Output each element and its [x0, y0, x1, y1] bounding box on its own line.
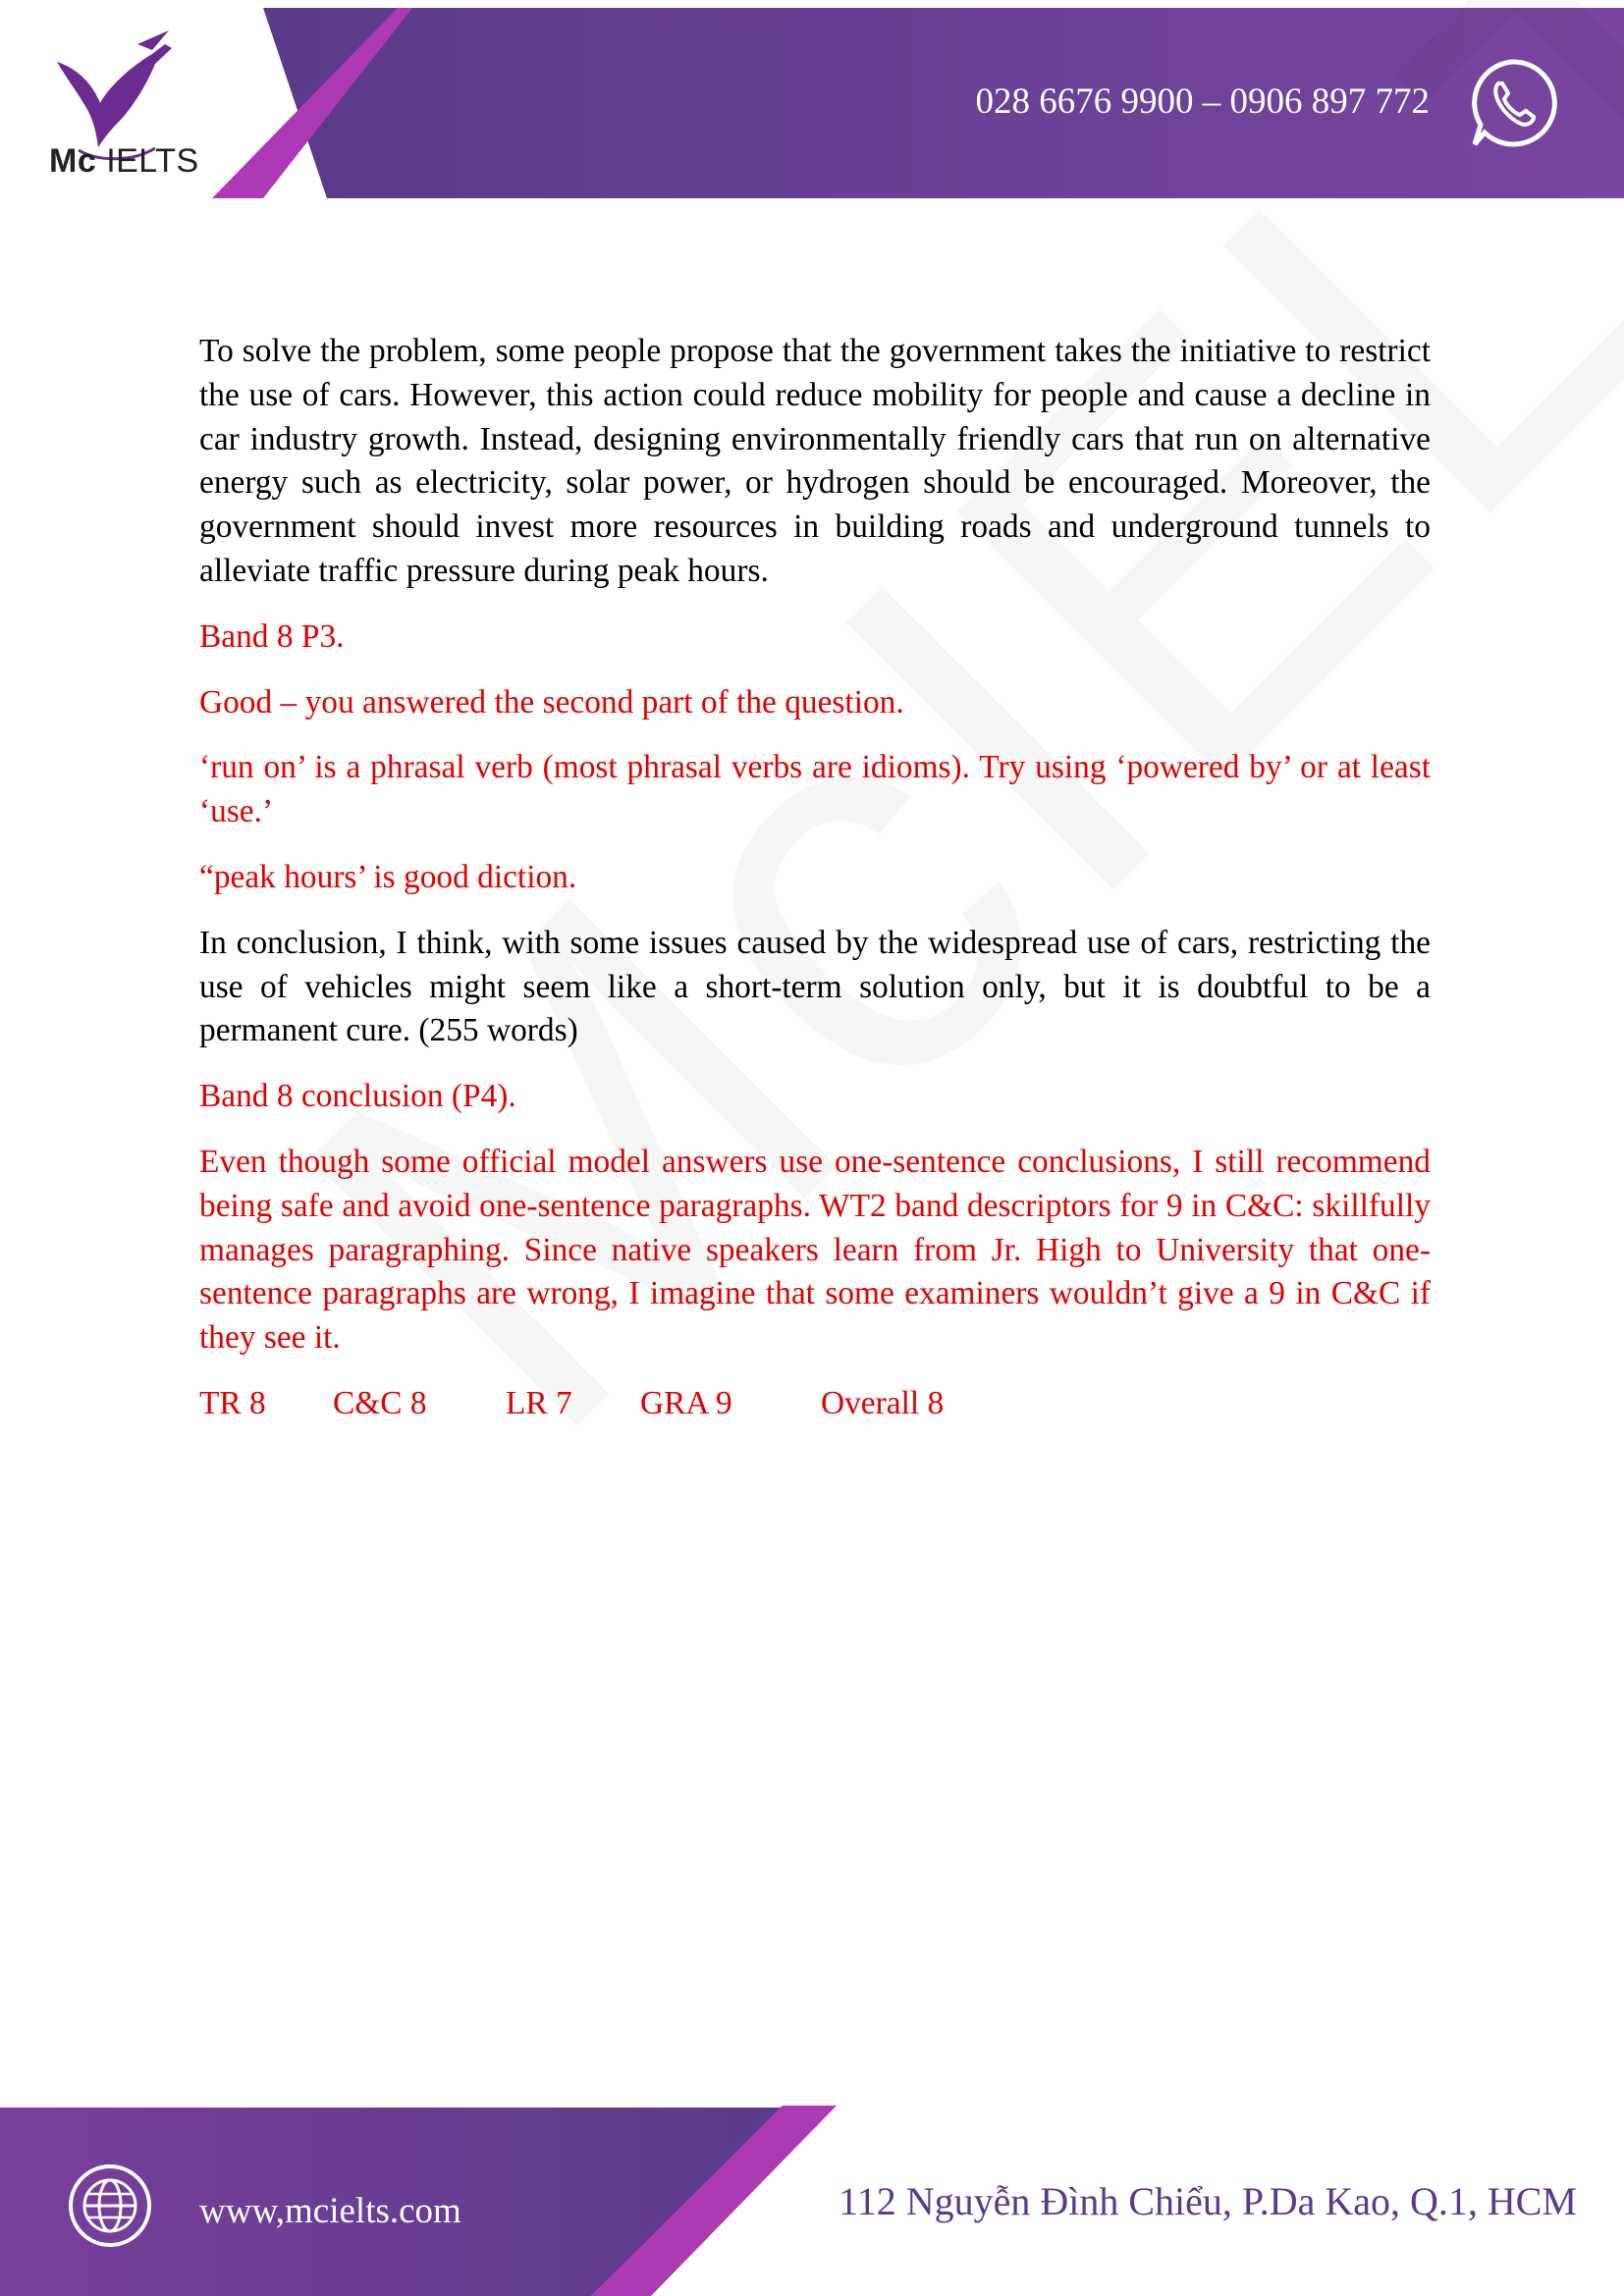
footer-website: www,mcielts.com	[199, 2191, 461, 2231]
comment-one-sentence: Even though some official model answers use one-sentence conclusions, I still recommend being safe and avoid one-sentence paragraphs. WT2 band descriptors for 9 in C&C: skillfully manages paragraphing. Since native speakers learn from Jr. High to University that one-sentence paragraphs are wrong, I imagine that some examiners wouldn’t give a 9 in C&C if they see it.	[199, 1143, 1431, 1357]
globe-icon	[67, 2163, 153, 2249]
essay-paragraph-3: To solve the problem, some people propose that the government takes the initiative to restrict the use of cars. However, this action could reduce mobility for people and cause a decline in car industry growth. Instead, designing environmentally friendly cars that run on alternative energy such as electricity, solar power, or hydrogen should be encouraged. Moreover, the government should invest more resources in building roads and underground tunnels to alleviate traffic pressure during peak hours.	[199, 333, 1431, 589]
comment-band-p3: Band 8 P3.	[199, 617, 345, 655]
comment-band-conclusion: Band 8 conclusion (P4).	[199, 1078, 516, 1115]
score-gra: GRA 9	[640, 1384, 732, 1421]
essay-conclusion: In conclusion, I think, with some issues caused by the widespread use of cars, restricting the use of vehicles might seem like a short-term solution only, but it is doubtful to be a permanent cure. (255 words)	[199, 924, 1431, 1049]
comment-good: Good – you answered the second part of the question.	[199, 683, 904, 721]
phone-icon	[1465, 56, 1559, 150]
document-body	[199, 330, 1431, 1448]
score-lr: LR 7	[506, 1384, 572, 1421]
header-phone: 028 6676 9900 – 0906 897 772	[975, 81, 1430, 122]
score-overall: Overall 8	[821, 1384, 945, 1421]
brand-logo-text: Mc IELTS	[49, 142, 199, 180]
comment-phrasal-verb: ‘run on’ is a phrasal verb (most phrasal verbs are idioms). Try using ‘powered by’ or at least ‘use.’	[199, 749, 1431, 830]
footer-address: 112 Nguyễn Đình Chiểu, P.Da Kao, Q.1, HCM	[839, 2179, 1577, 2223]
page-footer	[0, 2098, 1624, 2296]
score-tr: TR 8	[199, 1384, 266, 1421]
comment-diction: “peak hours’ is good diction.	[199, 858, 577, 895]
page-header	[0, 0, 1624, 206]
band-scores	[199, 1382, 1431, 1426]
score-cc: C&C 8	[333, 1384, 427, 1421]
